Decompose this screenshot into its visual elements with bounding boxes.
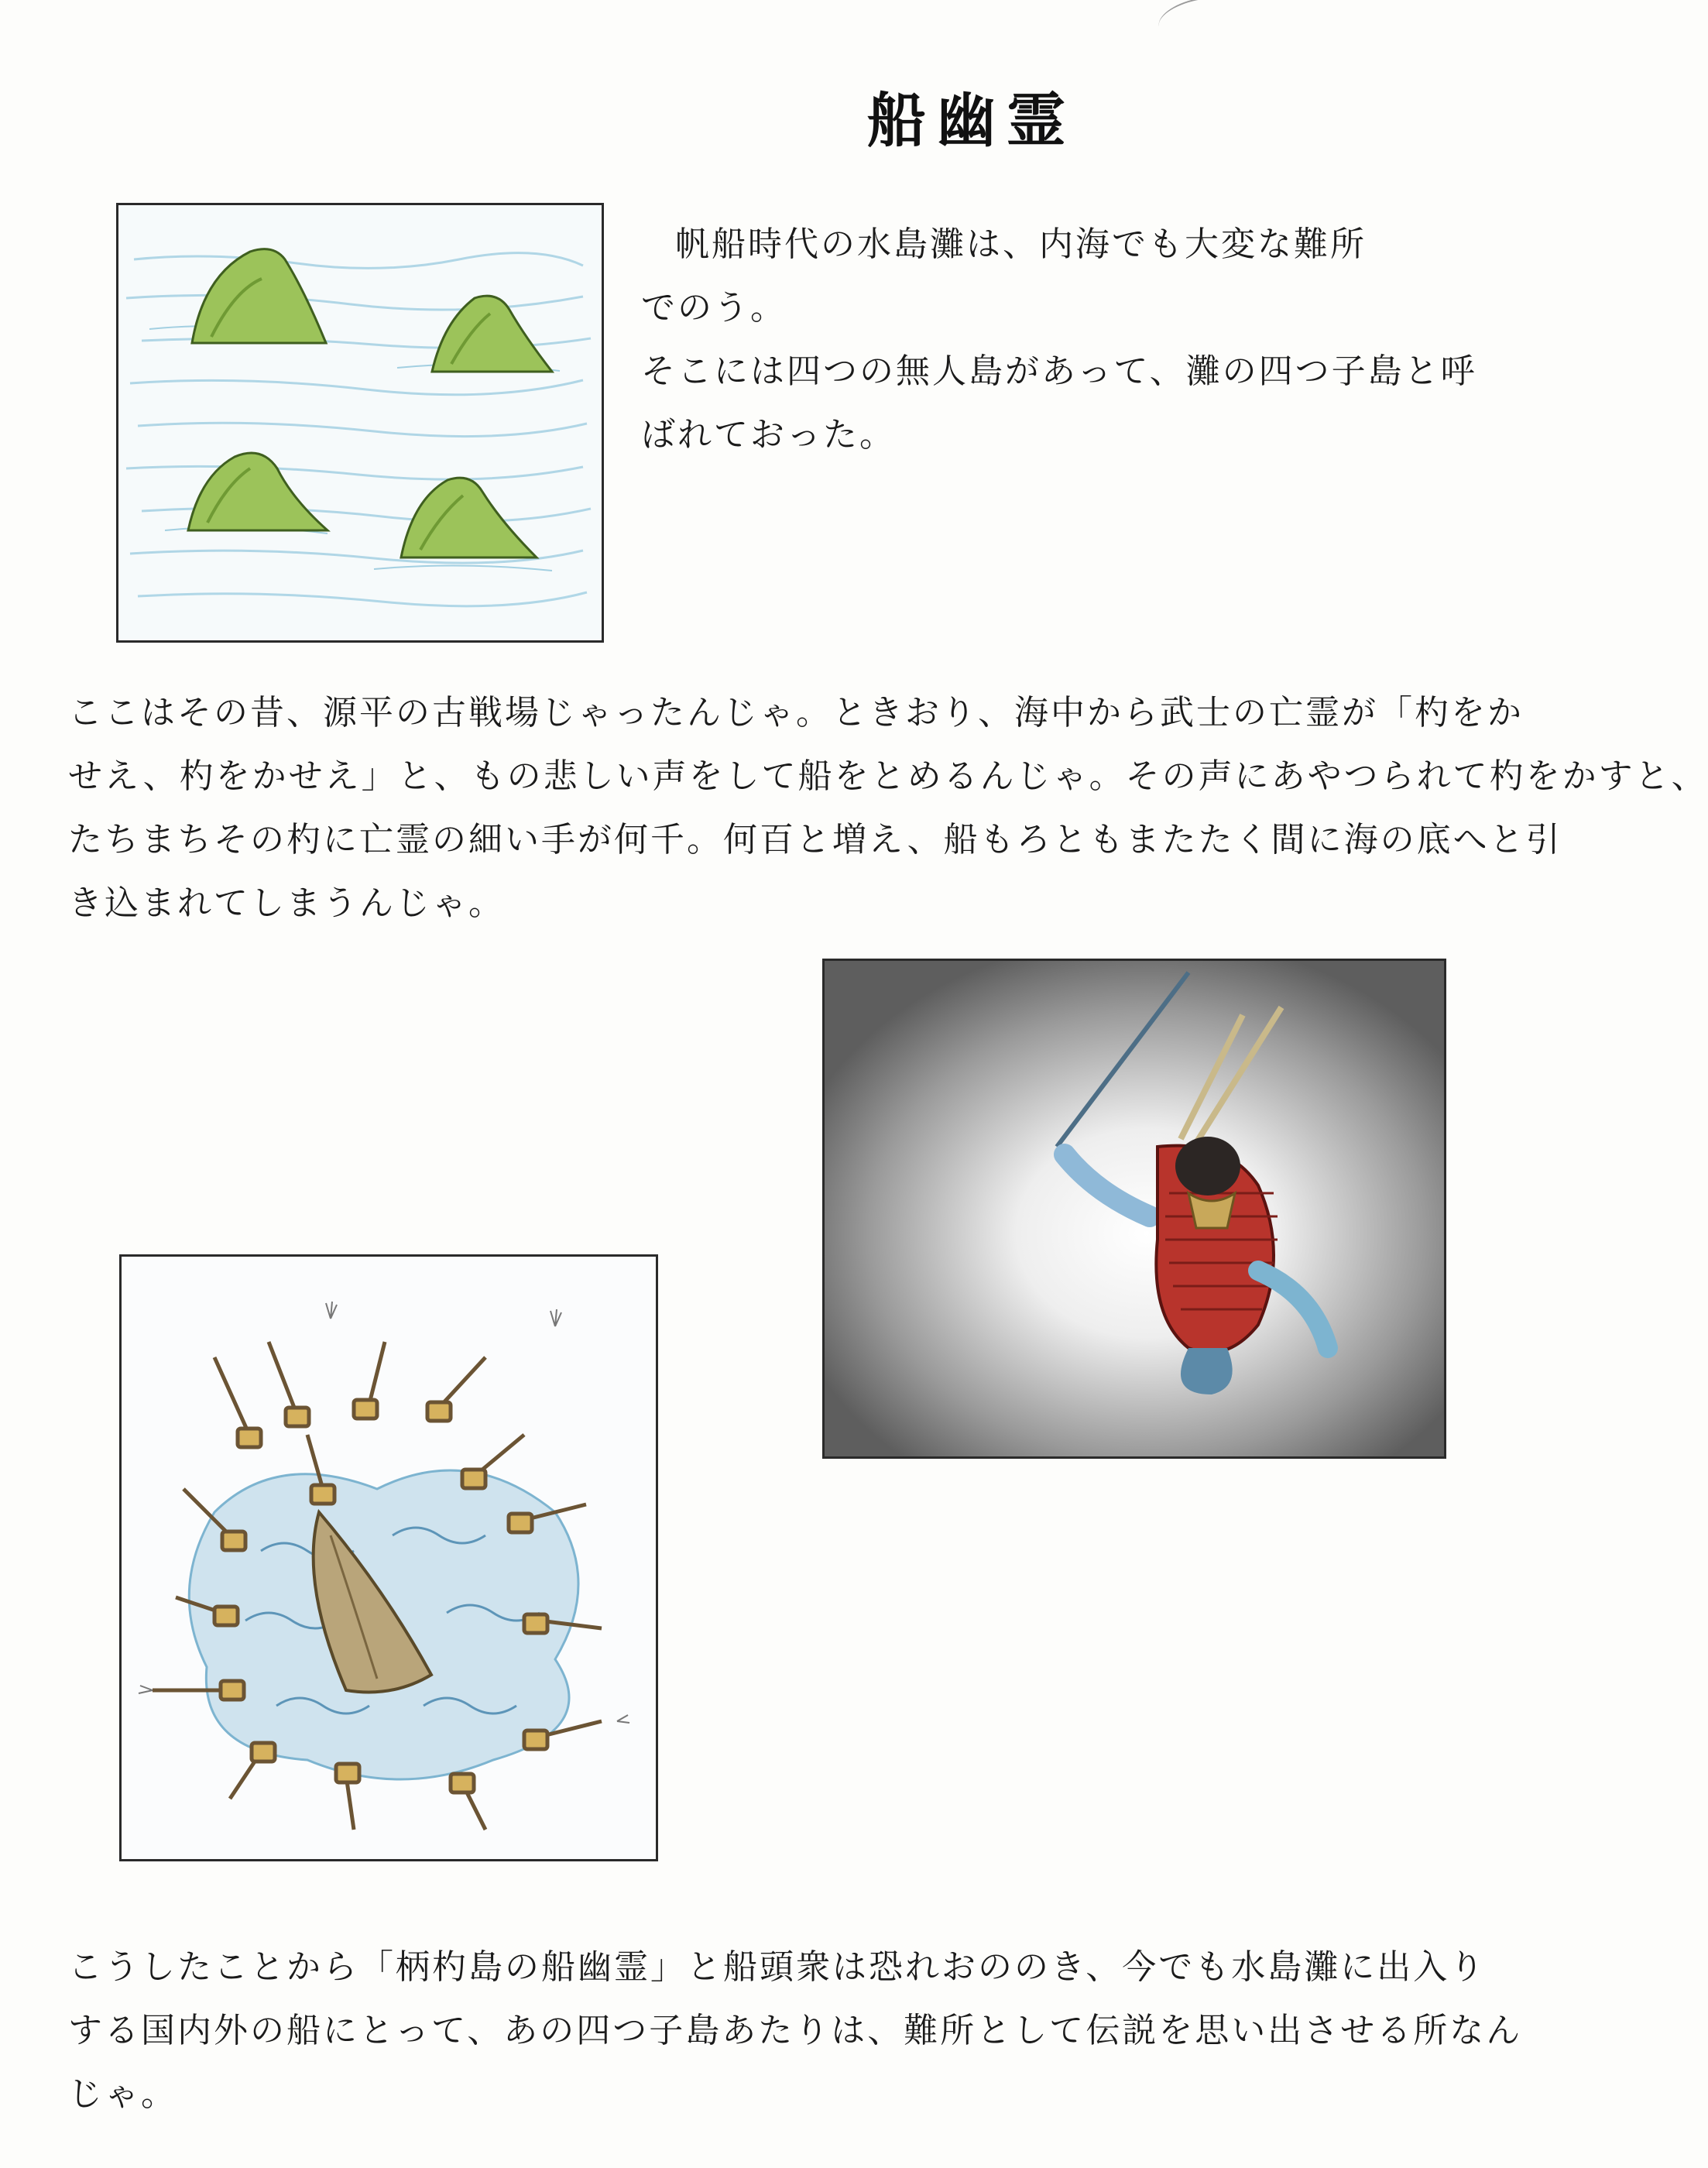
pencil-mark: [1155, 0, 1230, 39]
page-title: 船幽霊: [867, 86, 1076, 155]
closing-paragraph: [68, 1936, 1523, 2126]
story-paragraph: [68, 681, 1708, 935]
ladles-boat-illustration: [119, 1254, 658, 1861]
closing-line: こうしたことから「柄杓島の船幽霊」と船頭衆は恐れおののき、今でも水島灘に出入り: [68, 1947, 1487, 1987]
intro-paragraph: [641, 213, 1477, 467]
samurai-ghost-illustration: [822, 959, 1446, 1459]
closing-line: する国内外の船にとって、あの四つ子島あたりは、難所として伝説を思い出させる所なん: [68, 2011, 1523, 2050]
closing-line: じゃ。: [68, 2074, 177, 2114]
intro-line: そこには四つの無人島があって、灘の四つ子島と呼: [641, 352, 1477, 391]
story-line: き込まれてしまうんじゃ。: [68, 883, 505, 923]
story-line: ここはその昔、源平の古戦場じゃったんじゃ。ときおり、海中から武士の亡霊が「杓をか: [68, 693, 1524, 732]
story-line: たちまちその杓に亡霊の細い手が何千。何百と増え、船もろともまたたく間に海の底へと引: [68, 820, 1562, 859]
story-line: せえ、杓をかせえ」と、もの悲しい声をして船をとめるんじゃ。その声にあやつられて杓をかすと、: [68, 756, 1708, 796]
intro-line: 帆船時代の水島灘は、内海でも大変な難所: [675, 225, 1367, 264]
intro-line: ばれておった。: [641, 415, 896, 455]
intro-line: でのう。: [641, 288, 787, 328]
islands-illustration: [116, 203, 604, 643]
